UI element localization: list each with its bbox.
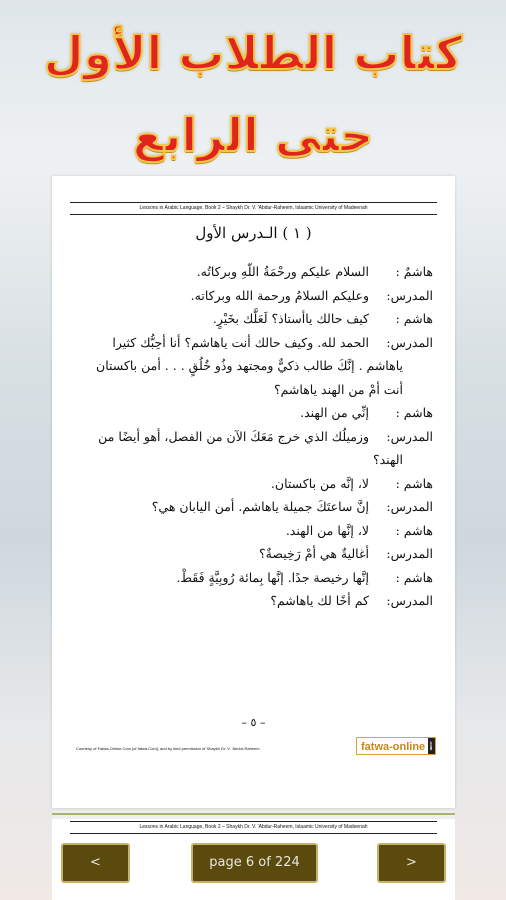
dialog-line <box>74 589 433 613</box>
dialog-line <box>74 495 433 519</box>
speaker: المدرس: <box>386 546 433 561</box>
utterance: لا، إنَّها من الهند. <box>285 522 369 538</box>
prev-page-button[interactable]: < <box>61 843 130 883</box>
utterance: الهند؟ <box>372 452 403 467</box>
dialog-line <box>74 378 433 402</box>
dialog-line <box>74 354 433 378</box>
app-title-line-1: كتاب الطلاب الأول <box>43 26 463 80</box>
utterance: كم أخًا لك ياهاشم؟ <box>270 593 369 608</box>
dialog-line <box>74 566 433 590</box>
utterance: وزميلُك الذي خرج مَعَكَ الآن من الفصل، أهو أيضًا من <box>98 428 369 444</box>
utterance: لا، إنَّه من باكستان. <box>270 475 369 491</box>
utterance: وعليكم السلامُ ورحمة الله وبركاته. <box>190 287 369 303</box>
dialog-line <box>74 448 433 472</box>
next-page-button[interactable]: > <box>377 843 446 883</box>
page-number: – ٥ – <box>241 716 266 729</box>
utterance: أغاليةٌ هي أمْ رَخِيصةٌ؟ <box>259 546 369 561</box>
utterance: السلام عليكم ورحْمَةُ اللّهِ وبركاتُه. <box>196 264 369 279</box>
footer-credit: Courtesy of Fatwa-Online.Com [of fatwa.Com], and by kind permission of Shaykh Dr. V. 'Abdur-Raheem <box>76 746 260 751</box>
speaker: هاشم : <box>395 569 433 585</box>
utterance: أنت أمْ من الهند ياهاشم؟ <box>273 381 403 397</box>
lesson-title: ( ١ ) الـدرس الأول <box>195 224 312 242</box>
dialog-line <box>74 542 433 566</box>
utterance: إنَّها رخيصة جدًا. إنَّها بِمائة رُوبِيَّةٍ فَقَطْ. <box>176 569 369 585</box>
speaker: المدرس: <box>386 287 433 303</box>
speaker: المدرس: <box>386 499 433 514</box>
utterance: كيف حالك ياأستاذ؟ لَعَلَّك بخَيْرٍ. <box>212 311 369 326</box>
dialog-line <box>74 307 433 331</box>
page-divider <box>52 811 455 819</box>
utterance: إنَّ ساعتَكَ جميلة ياهاشم. أمن اليابان هي؟ <box>151 499 369 514</box>
speaker: هاشمٌ : <box>395 264 433 279</box>
speaker: هاشم : <box>395 405 433 420</box>
dialog-line <box>74 331 433 355</box>
next-page-header: Lessons in Arabic Language, Book 2 – Shaykh Dr. V. 'Abdur-Raheem, Islaamic University of Madeenah <box>70 821 437 834</box>
speaker: المدرس: <box>386 428 433 444</box>
speaker: هاشم : <box>395 311 433 326</box>
book-page <box>52 176 455 808</box>
dialog-line <box>74 519 433 543</box>
speaker: المدرس: <box>386 334 433 350</box>
logo-suffix: .com <box>428 738 435 754</box>
dialog-text <box>74 260 433 613</box>
app-title-line-2: حتى الرابع <box>132 108 374 162</box>
speaker: المدرس: <box>386 593 433 608</box>
dialog-line <box>74 401 433 425</box>
utterance: ياهاشم . إنَّكَ طالب ذكيٌّ ومجتهد وذُو خُلُقٍ . . . أمن باكستان <box>96 358 403 373</box>
utterance: إنِّي من الهند. <box>300 405 369 420</box>
dialog-line <box>74 425 433 449</box>
speaker: هاشم : <box>395 475 433 491</box>
dialog-line <box>74 260 433 284</box>
page-indicator-button[interactable]: page 6 of 224 <box>191 843 318 883</box>
speaker: هاشم : <box>395 522 433 538</box>
page-header: Lessons in Arabic Language, Book 2 – Shaykh Dr. V. 'Abdur-Raheem, Islaamic University of Madeenah <box>70 202 437 215</box>
dialog-line <box>74 284 433 308</box>
dialog-line <box>74 472 433 496</box>
logo-text: fatwa-online <box>361 741 426 753</box>
fatwa-online-logo <box>356 737 436 755</box>
utterance: الحمد لله. وكيف حالك أنت ياهاشم؟ أنا أحِبُّك كثيرا <box>112 334 369 350</box>
